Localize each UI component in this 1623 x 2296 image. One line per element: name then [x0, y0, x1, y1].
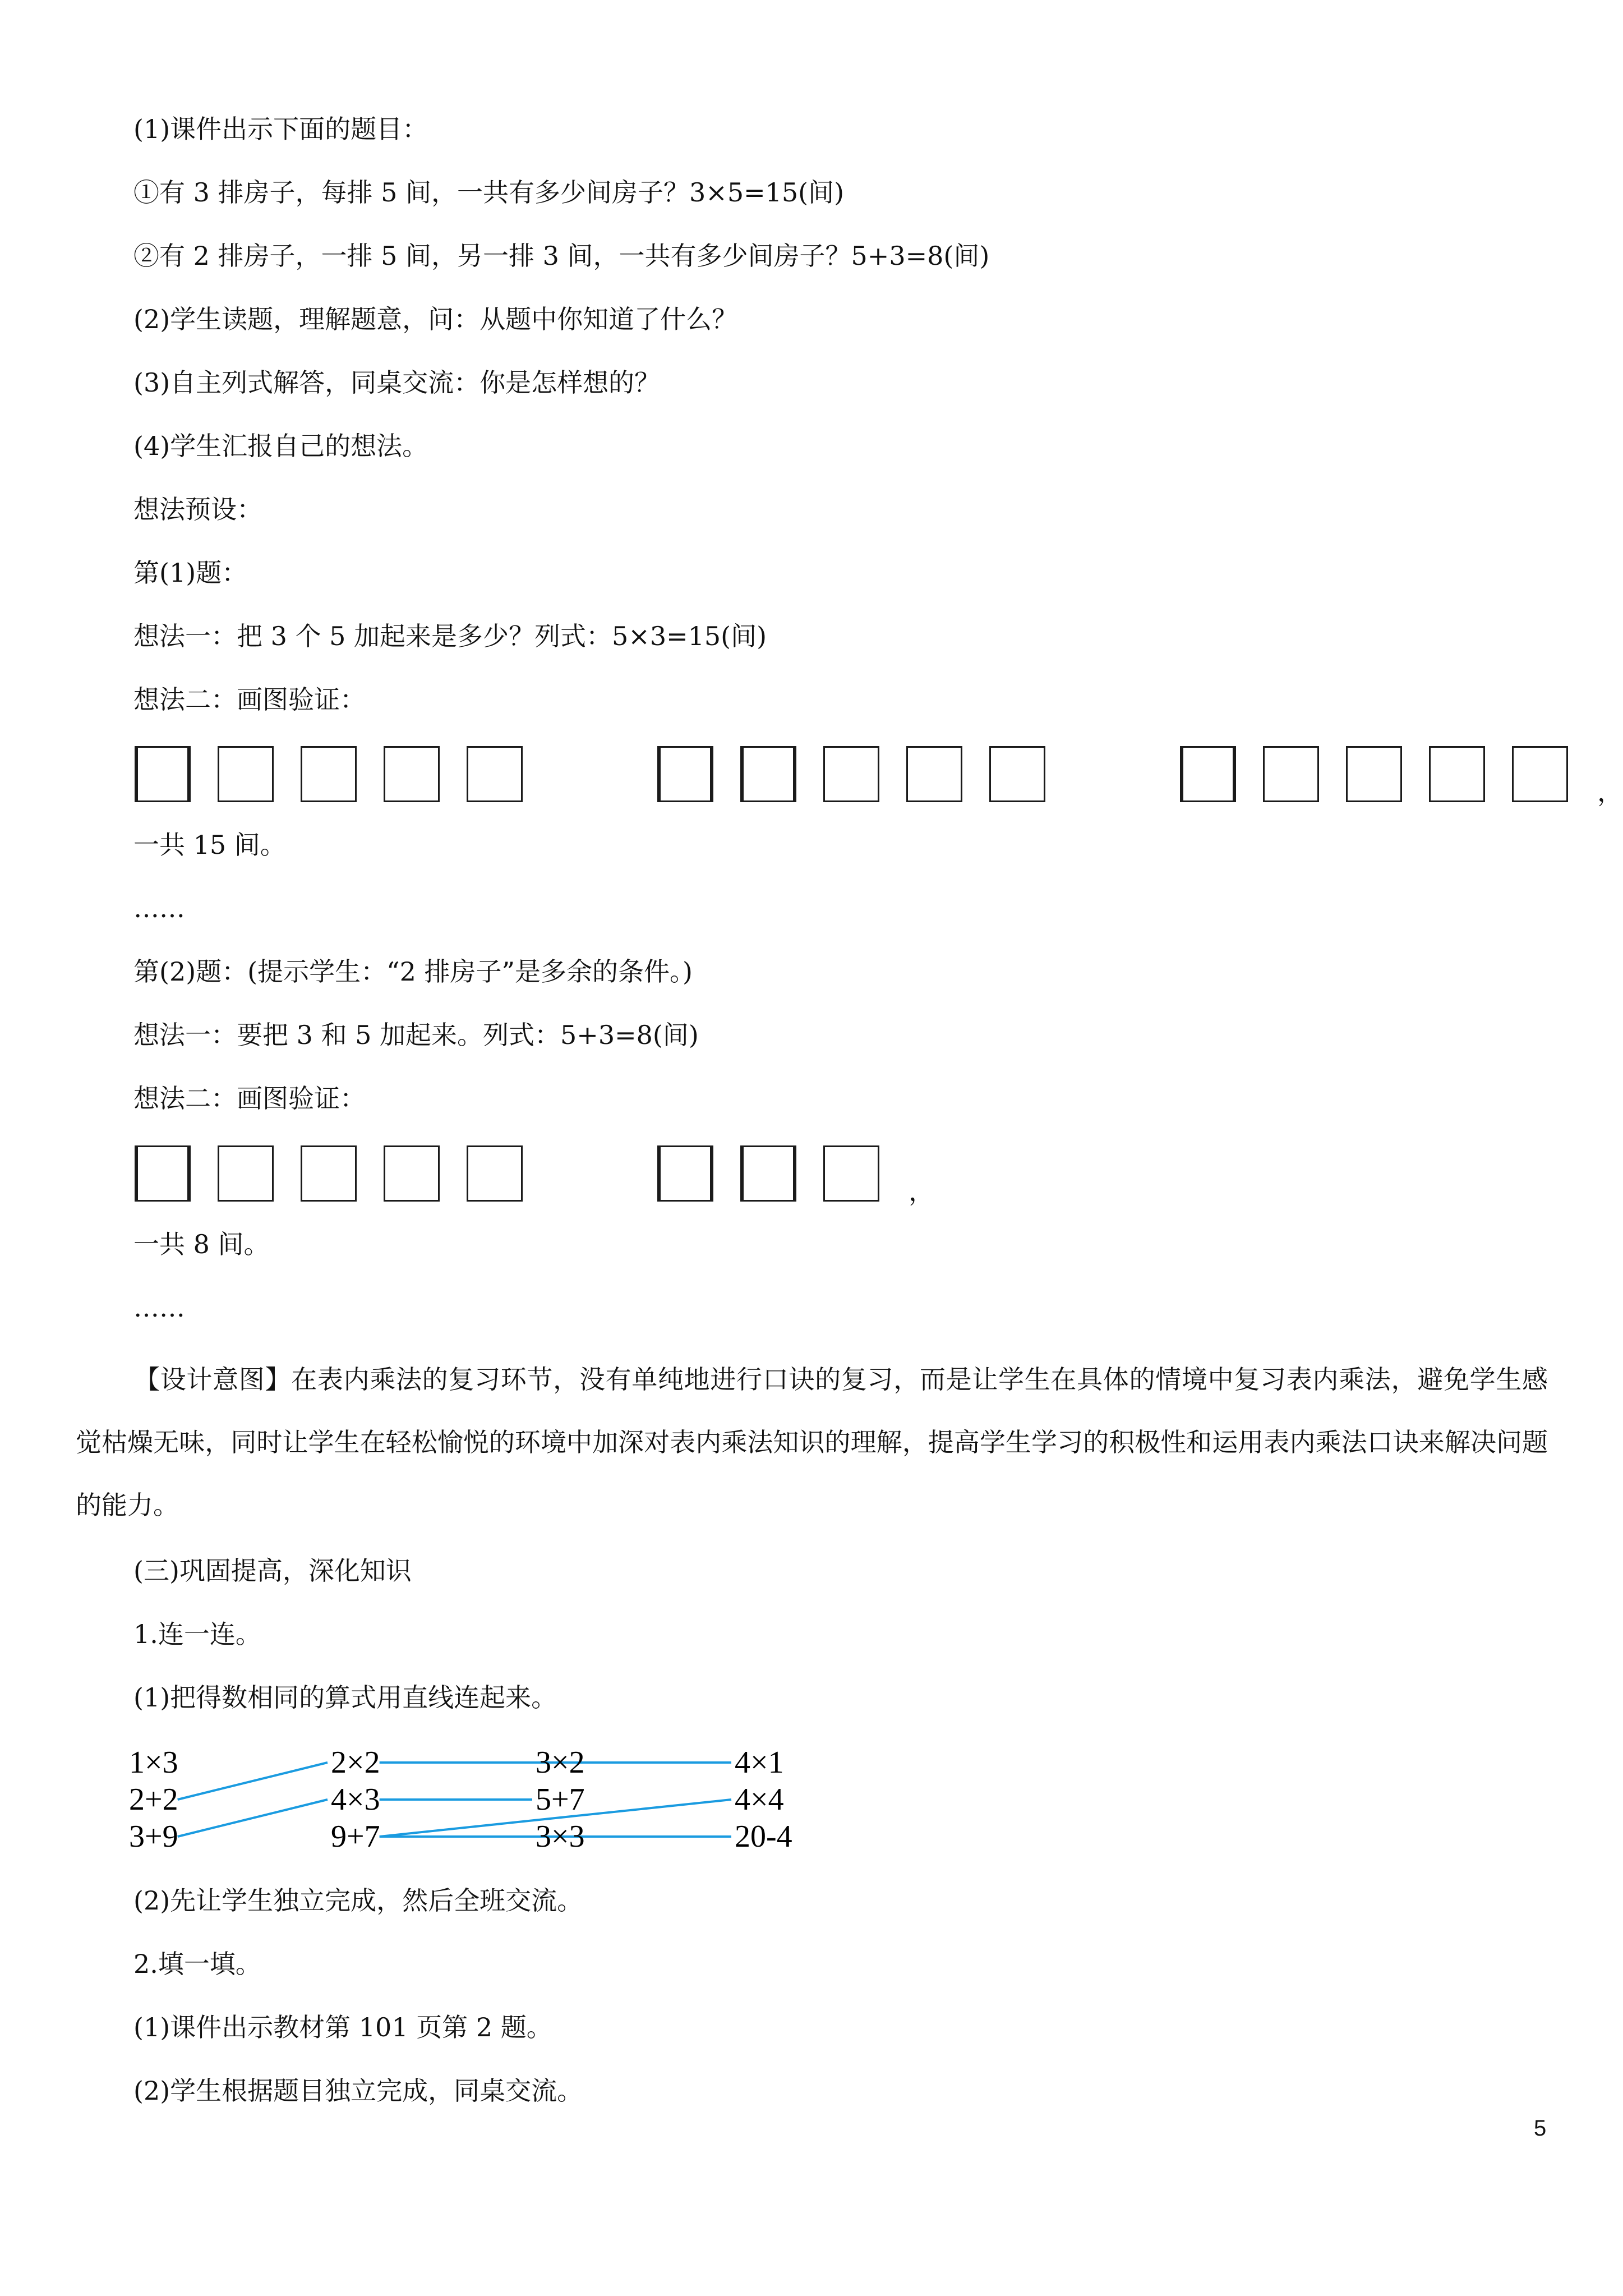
- text-line: ①有 3 排房子，每排 5 间，一共有多少间房子？3×5=15(间): [133, 177, 845, 208]
- expression: 20-4: [735, 1819, 792, 1854]
- house-box: [1429, 746, 1485, 802]
- ellipsis: ……: [133, 893, 185, 923]
- expression: 5+7: [536, 1782, 585, 1817]
- house-box: [467, 1145, 523, 1202]
- text-line: 2.填一填。: [133, 1949, 261, 1979]
- house-box: [1346, 746, 1402, 802]
- house-box: [823, 1145, 879, 1202]
- house-box: [135, 1145, 191, 1202]
- text-line: (1)把得数相同的算式用直线连起来。: [133, 1682, 557, 1713]
- house-drawing-2: [135, 1145, 934, 1207]
- expression: 1×3: [129, 1745, 178, 1780]
- matching-lines: [129, 1745, 819, 1868]
- text-line: 想法二：画图验证：: [133, 684, 366, 715]
- house-box: [823, 746, 879, 802]
- expression: 9+7: [331, 1819, 380, 1854]
- expression: 3×3: [536, 1819, 585, 1854]
- text-line: (2)学生根据题目独立完成，同桌交流。: [133, 2076, 583, 2106]
- match-line: [178, 1763, 328, 1800]
- house-drawing-1: [135, 746, 1623, 807]
- house-box: [906, 746, 962, 802]
- ellipsis: ……: [133, 1292, 185, 1323]
- expression: 3×2: [536, 1745, 585, 1780]
- expression: 2×2: [331, 1745, 380, 1780]
- text-line: (2)学生读题，理解题意，问：从题中你知道了什么？: [133, 304, 738, 334]
- text-line: 第(2)题：(提示学生：“2 排房子”是多余的条件。): [133, 956, 693, 987]
- expression: 4×3: [331, 1782, 380, 1817]
- expression: 2+2: [129, 1782, 178, 1817]
- house-box: [657, 746, 713, 802]
- comma: ，: [909, 1176, 934, 1207]
- text-line: 想法预设：: [133, 494, 262, 524]
- section-heading: (三)巩固提高，深化知识: [133, 1556, 412, 1586]
- text-line: (3)自主列式解答，同桌交流：你是怎样想的？: [133, 367, 661, 398]
- house-box: [989, 746, 1045, 802]
- house-box: [1180, 746, 1236, 802]
- text-line: 想法一：把 3 个 5 加起来是多少？列式：5×3=15(间): [133, 621, 767, 651]
- text-line: 一共 15 间。: [133, 830, 286, 860]
- house-box: [301, 1145, 357, 1202]
- house-box: [1263, 746, 1319, 802]
- text-line: 想法二：画图验证：: [133, 1083, 366, 1114]
- design-intent-paragraph: 【设计意图】在表内乘法的复习环节，没有单纯地进行口诀的复习，而是让学生在具体的情境中复习表内乘法，避免学生感觉枯燥无味，同时让学生在轻松愉悦的环境中加深对表内乘法知识的理解，提高学生学习的积极性和运用表内乘法口诀来解决问题的能力。: [76, 1364, 1548, 1520]
- text-line: (1)课件出示下面的题目：: [133, 114, 428, 144]
- house-box: [740, 1145, 796, 1202]
- text-line: ②有 2 排房子，一排 5 间，另一排 3 间，一共有多少间房子？5+3=8(间): [133, 241, 990, 271]
- house-box: [657, 1145, 713, 1202]
- house-box: [135, 746, 191, 802]
- text-line: (1)课件出示教材第 101 页第 2 题。: [133, 2012, 552, 2042]
- house-box: [384, 1145, 440, 1202]
- house-box: [218, 1145, 274, 1202]
- house-box: [467, 746, 523, 802]
- text-line: 1.连一连。: [133, 1619, 261, 1649]
- house-box: [384, 746, 440, 802]
- expression: 4×1: [735, 1745, 784, 1780]
- text-line: (4)学生汇报自己的想法。: [133, 431, 428, 461]
- text-line: 第(1)题：: [133, 558, 248, 588]
- expression: 3+9: [129, 1819, 178, 1854]
- expression: 4×4: [735, 1782, 784, 1817]
- text-line: (2)先让学生独立完成，然后全班交流。: [133, 1885, 583, 1916]
- house-box: [218, 746, 274, 802]
- house-box: [740, 746, 796, 802]
- comma: ，: [1597, 777, 1623, 807]
- text-line: 一共 8 间。: [133, 1229, 270, 1259]
- page-number: 5: [1534, 2116, 1547, 2141]
- house-box: [301, 746, 357, 802]
- house-box: [1512, 746, 1568, 802]
- matching-exercise: [129, 1745, 819, 1868]
- text-line: 想法一：要把 3 和 5 加起来。列式：5+3=8(间): [133, 1020, 699, 1050]
- match-line: [178, 1800, 328, 1837]
